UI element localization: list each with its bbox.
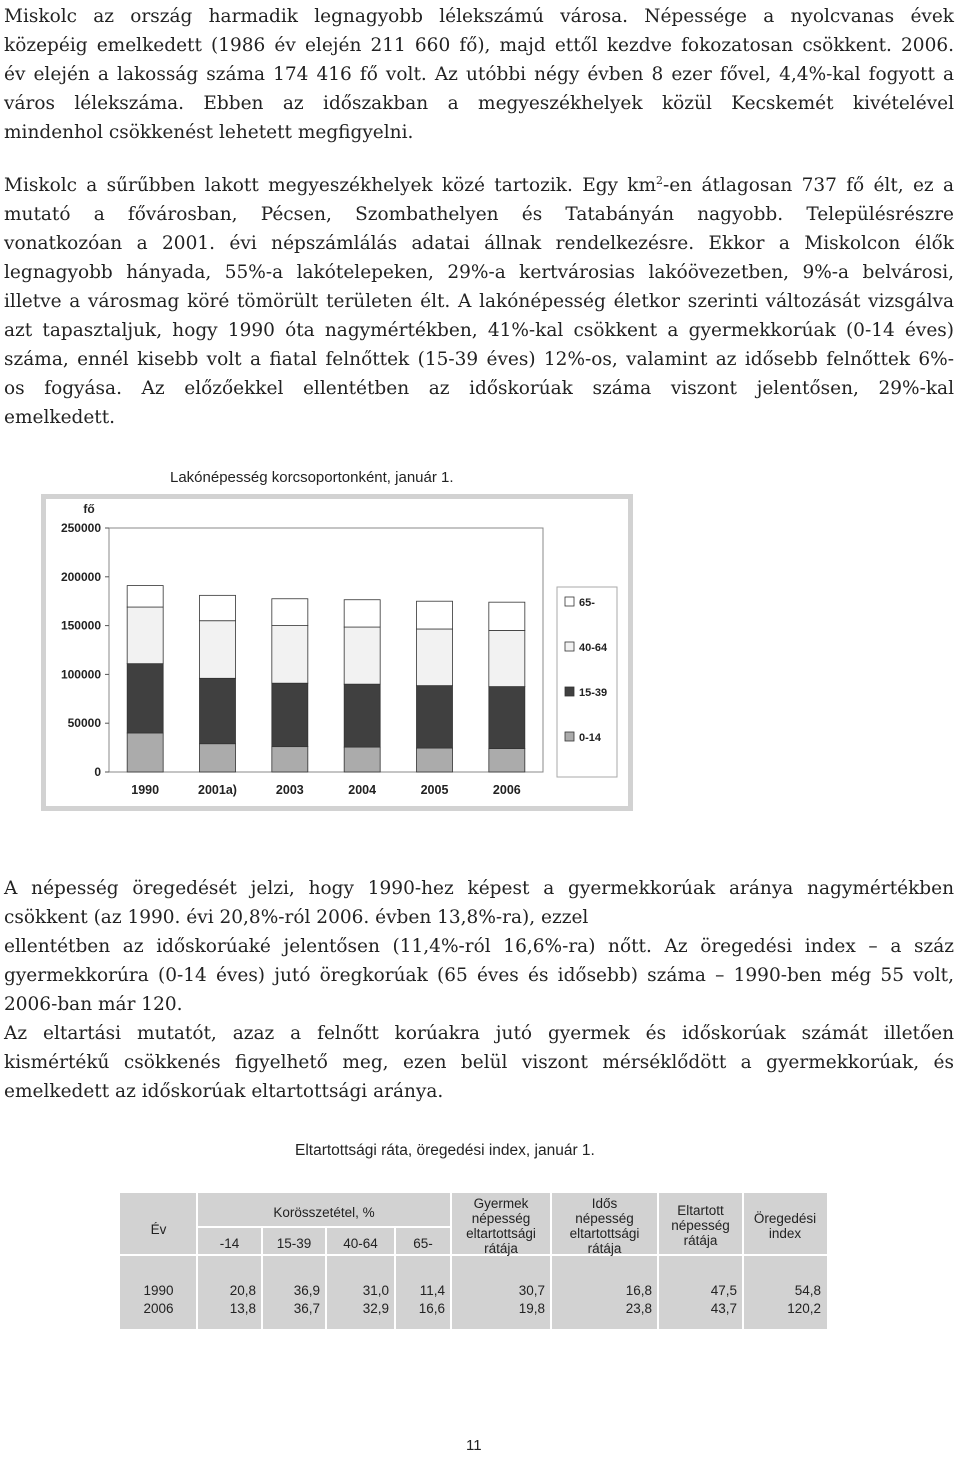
header-child-dependency xyxy=(451,1196,551,1256)
header-old-dependency-line: Idős xyxy=(591,1196,618,1211)
plot-area xyxy=(109,528,543,772)
legend-swatch xyxy=(565,687,574,696)
header-total-dependency-line: rátája xyxy=(683,1233,718,1248)
text-line: mutató a fővárosban, Pécsen, Szombathelyen és Tatabányán nagyobb. Településrészre xyxy=(4,204,954,226)
header-child-dependency-line: Gyermek xyxy=(473,1196,529,1211)
header-age-group: 65- xyxy=(413,1236,433,1251)
header-age-structure: Korösszetétel, % xyxy=(273,1205,375,1220)
header-child-dependency-line: rátája xyxy=(484,1241,518,1256)
bar-segment xyxy=(200,678,236,743)
stacked-bar-chart xyxy=(46,499,628,806)
bar-segment xyxy=(344,684,380,747)
legend-swatch xyxy=(565,732,574,741)
text-line: kismértékű csökkenés figyelhető meg, ezen belül viszont mérséklődött a gyermekkorúak, és xyxy=(4,1052,954,1073)
y-tick-label: 50000 xyxy=(67,716,101,731)
text-line: os fogyása. Az előzőekkel ellentétben az időskorúak száma viszont jelentősen, 29%-kal xyxy=(4,378,954,400)
text-line: Miskolc az ország harmadik legnagyobb lélekszámú városa. Népessége a nyolcvanas évek xyxy=(4,6,954,27)
y-axis-label: fő xyxy=(83,502,95,516)
header-old-dependency-line: eltartottsági xyxy=(569,1226,640,1241)
header-age-group: -14 xyxy=(219,1236,240,1251)
bar-segment xyxy=(272,683,308,746)
header-age-group: 15-39 xyxy=(276,1236,312,1251)
paragraph-density xyxy=(4,166,954,432)
x-tick-label: 2006 xyxy=(492,783,521,797)
header-ageing-index-line: Öregedési xyxy=(753,1211,817,1226)
y-tick-label: 250000 xyxy=(60,521,101,535)
text-line: legnagyobb hányada, 55%-a lakótelepeken, 29%-a kertvárosias lakóövezetben, 9%-a belvárosi, xyxy=(4,262,954,284)
table-cell-value: 16,6 xyxy=(418,1301,445,1316)
text-line: A népesség öregedését jelzi, hogy 1990-hez képest a gyermekkorúak aránya nagymértékben xyxy=(4,878,954,899)
bar-segment xyxy=(489,749,525,772)
table-cell-value: 47,5 xyxy=(710,1283,737,1298)
y-tick-label: 100000 xyxy=(60,667,101,682)
text-line: közepéig emelkedett (1986 év elején 211 660 fő), majd ettől kezdve fokozatosan csökkent. 2006. xyxy=(4,35,954,56)
text-line: év elején a lakosság száma 174 416 fő volt. Az utóbbi négy évben 8 ezer fővel, 4,4%-kal fogyott a xyxy=(4,64,954,85)
header-old-dependency-line: népesség xyxy=(575,1211,634,1226)
header-year: Év xyxy=(150,1222,167,1237)
dependency-table xyxy=(120,1193,827,1329)
text-line: száma, ennél kisebb volt a fiatal felnőttek (15-39 éves) 12%-os, valamint az idősebb felnőttek 6%- xyxy=(4,349,954,371)
bar-segment xyxy=(417,686,453,748)
text-line: ellentétben az időskorúaké jelentősen (11,4%-ról 16,6%-ra) nőtt. Az öregedési index – a száz xyxy=(4,936,954,957)
header-child-dependency-line: népesség xyxy=(471,1211,531,1226)
table-cell-value: 19,8 xyxy=(518,1301,545,1316)
table-cell-value: 54,8 xyxy=(794,1283,821,1298)
bar-segment xyxy=(127,586,163,607)
paragraph-dependency xyxy=(4,1019,954,1106)
x-tick-label: 2004 xyxy=(348,783,377,797)
table-cell-year: 2006 xyxy=(143,1301,174,1316)
header-total-dependency-line: népesség xyxy=(671,1218,730,1233)
table-cell-value: 43,7 xyxy=(710,1301,737,1316)
legend-swatch xyxy=(565,642,574,651)
text-line: emelkedett az időskorúak eltartottsági aránya. xyxy=(4,1081,444,1102)
chart-title: Lakónépesség korcsoportonként, január 1. xyxy=(170,469,454,486)
legend-label: 0-14 xyxy=(579,732,602,744)
bar-segment xyxy=(272,599,308,626)
chart-area xyxy=(46,499,628,806)
table-cell-value: 23,8 xyxy=(625,1301,652,1316)
paragraph-population xyxy=(4,2,954,147)
chart-frame xyxy=(41,494,633,811)
bar-segment xyxy=(200,595,236,620)
x-tick-label: 2001a) xyxy=(198,783,237,797)
x-tick-label: 1990 xyxy=(131,783,160,797)
header-total-dependency xyxy=(658,1203,743,1248)
text-line: emelkedett. xyxy=(4,407,116,429)
header-child-dependency-line: eltartottsági xyxy=(466,1226,536,1241)
table-cell-value: 36,7 xyxy=(293,1301,320,1316)
text-line: vonatkozóan a 2001. évi népszámlálás adatai állnak rendelkezésre. Ekkor a Miskolcon élők xyxy=(4,233,954,255)
table-cell-value: 30,7 xyxy=(518,1283,545,1298)
bar-segment xyxy=(127,733,163,772)
bar-segment xyxy=(200,621,236,679)
table-title: Eltartottsági ráta, öregedési index, január 1. xyxy=(295,1142,595,1159)
table-cell-value: 31,0 xyxy=(362,1283,389,1298)
bar-segment xyxy=(489,602,525,630)
bar-segment xyxy=(127,607,163,664)
x-tick-label: 2003 xyxy=(275,783,304,797)
bar-segment xyxy=(344,600,380,627)
y-tick-label: 0 xyxy=(94,765,101,779)
text-line: Miskolc a sűrűbben lakott megyeszékhelyek közé tartozik. Egy $km^2-en$ átlagosan 737 fő élt, ez a xyxy=(4,174,954,197)
text-line: illetve a városmag köré tömörült területen élt. A lakónépesség életkor szerinti változását vizsgálva xyxy=(4,291,954,313)
text-line: csökkent (az 1990. évi 20,8%-ról 2006. évben 13,8%-ra), ezzel xyxy=(4,907,589,928)
table-cell-value: 32,9 xyxy=(362,1301,389,1316)
superscript: 2 xyxy=(656,174,664,187)
page-number: 11 xyxy=(466,1437,482,1454)
legend-box xyxy=(557,587,617,777)
legend-swatch xyxy=(565,597,574,606)
bar-segment xyxy=(200,744,236,772)
paragraph-ageing xyxy=(4,874,954,1019)
bar-segment xyxy=(417,629,453,686)
text-line: város lélekszáma. Ebben az időszakban a megyeszékhelyek közül Kecskemét kivételével xyxy=(4,93,954,114)
header-total-dependency-line: Eltartott xyxy=(677,1203,724,1218)
text-line: mindenhol csökkenést lehetett megfigyelni. xyxy=(4,122,414,143)
bar-segment xyxy=(127,664,163,733)
bar-segment xyxy=(344,747,380,772)
header-ageing-index xyxy=(743,1211,827,1241)
header-old-dependency-line: rátája xyxy=(587,1241,622,1256)
legend-label: 40-64 xyxy=(579,642,608,654)
header-old-dependency xyxy=(551,1196,658,1256)
table-cell-value: 20,8 xyxy=(229,1283,256,1298)
table-cell-value: 16,8 xyxy=(625,1283,652,1298)
bar-segment xyxy=(489,687,525,749)
text-line: gyermekkorúra (0-14 éves) jutó öregkorúak (65 éves és idősebb) száma – 1990-ben még 55 volt, xyxy=(4,965,954,986)
bar-segment xyxy=(417,748,453,772)
text-line: azt tapasztaljuk, hogy 1990 óta nagymértékben, 41%-kal csökkent a gyermekkorúak (0-14 éves) xyxy=(4,320,954,342)
legend-label: 15-39 xyxy=(579,687,608,699)
bar-segment xyxy=(417,601,453,629)
table-cell-value: 36,9 xyxy=(293,1283,320,1298)
table-cell-value: 11,4 xyxy=(419,1283,445,1298)
table-cell-value: 120,2 xyxy=(787,1301,821,1316)
x-tick-label: 2005 xyxy=(420,783,449,797)
bar-segment xyxy=(272,626,308,684)
header-age-group: 40-64 xyxy=(343,1236,378,1251)
bar-segment xyxy=(272,747,308,772)
header-ageing-index-line: index xyxy=(768,1226,802,1241)
y-tick-label: 200000 xyxy=(60,569,101,584)
text-line: Az eltartási mutatót, azaz a felnőtt korúakra jutó gyermek és időskorúak számát illetően xyxy=(4,1023,954,1044)
table-cell-value: 13,8 xyxy=(229,1301,256,1316)
text-line: 2006-ban már 120. xyxy=(4,994,183,1015)
bar-segment xyxy=(489,630,525,686)
y-tick-label: 150000 xyxy=(60,618,101,633)
legend-label: 65- xyxy=(579,597,595,609)
table-cell-year: 1990 xyxy=(143,1283,174,1298)
bar-segment xyxy=(344,627,380,684)
